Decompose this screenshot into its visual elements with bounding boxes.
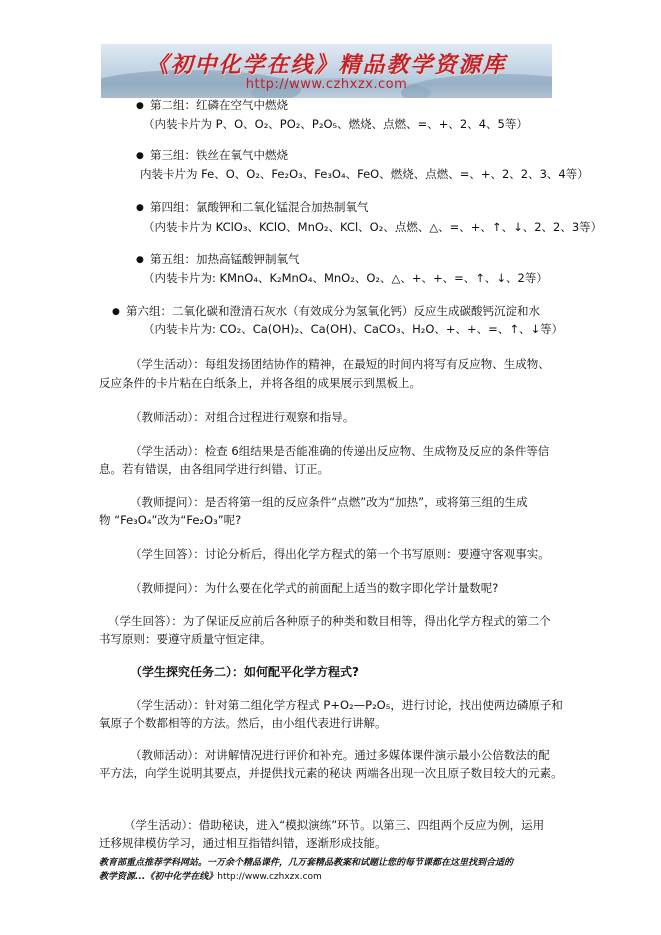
banner-url-link[interactable]: http://www.czhxzx.com	[245, 77, 408, 92]
group-2-cards: （内装卡片为 P、O、O₂、PO₂、P₂O₅、燃烧、点燃、=、+、2、4、5等）	[143, 117, 528, 131]
footer-text	[99, 857, 513, 869]
group-4-title: 第四组：氯酸钾和二氧化锰混合加热制氧气	[150, 200, 369, 214]
section-heading: （学生探究任务二）：如何配平化学方程式?	[130, 665, 359, 679]
student-answer-paragraph: 书写原则：要遵守质量守恒定律。	[99, 632, 272, 646]
teacher-question-paragraph: 物 “Fe₃O₄”改为“Fe₂O₃”呢?	[99, 513, 242, 527]
teacher-activity-paragraph: （教师活动）：对组合过程进行观察和指导。	[130, 410, 355, 424]
group-6-title: 第六组：二氧化碳和澄清石灰水（有效成分为氢氧化钙）反应生成碳酸钙沉淀和水	[126, 304, 540, 318]
teacher-question-paragraph: （教师提问）：是否将第一组的反应条件“点燃”改为“加热”，或将第三组的生成	[130, 495, 528, 509]
footer-text	[99, 871, 322, 883]
group-6-cards: （内装卡片为: CO₂、Ca(OH)₂、Ca(OH)、CaCO₃、H₂O、+、+、=、↑、↓等）	[143, 322, 564, 336]
bullet-icon: ●	[136, 203, 144, 213]
bullet-icon: ●	[136, 151, 144, 161]
group-4-cards: （内装卡片为 KClO₃、KClO、MnO₂、KCl、O₂、点燃、△、=、+、↑、↓、2、2、3等）	[143, 220, 603, 234]
student-activity-paragraph: （学生活动）：借助秘诀，进入“模拟演练”环节。以第三、四组两个反应为例，运用	[124, 818, 545, 832]
teacher-activity-paragraph: 平方法，向学生说明其要点，并提供找元素的秘诀 两端各出现一次且原子数目较大的元素。	[99, 766, 563, 780]
footer-line: 教育部重点推荐学科网站。一万余个精品课件，几万套精品教案和试题让您的每节课都在这里找到合适的	[99, 858, 514, 868]
group-3-title: 第三组：铁丝在氧气中燃烧	[150, 148, 288, 162]
footer-line: 教学资源...《初中化学在线》	[99, 872, 218, 882]
teacher-activity-paragraph: （教师活动）：对讲解情况进行评价和补充。通过多媒体课件演示最小公倍数法的配	[130, 748, 550, 762]
header-banner	[101, 44, 552, 98]
student-activity-paragraph: 反应条件的卡片粘在白纸条上，并将各组的成果展示到黑板上。	[99, 376, 421, 390]
group-3-cards: 内装卡片为 Fe、O、O₂、Fe₂O₃、Fe₃O₄、FeO、燃烧、点燃、=、+、2、2、3、4等）	[140, 167, 589, 181]
student-activity-paragraph: （学生活动）：每组发扬团结协作的精神，在最短的时间内将写有反应物、生成物、	[130, 357, 550, 371]
student-activity-paragraph: （学生活动）：检查 6组结果是否能准确的传递出反应物、生成物及反应的条件等信	[130, 444, 550, 458]
bullet-icon: ●	[112, 307, 120, 317]
student-answer-paragraph: （学生回答）：为了保证反应前后各种原子的种类和数目相等，得出化学方程式的第二个	[108, 614, 551, 628]
student-answer-paragraph: （学生回答）：讨论分析后，得出化学方程式的第一个书写原则：要遵守客观事实。	[130, 547, 550, 561]
group-5-title: 第五组：加热高锰酸钾制氧气	[150, 252, 300, 266]
student-activity-paragraph: （学生活动）：针对第二组化学方程式 P+O₂—P₂O₅，进行讨论，找出使两边磷原子和	[130, 698, 563, 712]
student-activity-paragraph: 迁移规律模仿学习，通过相互指错纠错，逐渐形成技能。	[99, 836, 387, 850]
group-2-title: 第二组：红磷在空气中燃烧	[150, 98, 288, 112]
student-activity-paragraph: 氧原子个数都相等的方法。然后，由小组代表进行讲解。	[99, 716, 387, 730]
footer-url-link[interactable]: http://www.czhxzx.com	[217, 872, 322, 882]
bullet-icon: ●	[136, 255, 144, 265]
banner-title: 《初中化学在线》精品教学资源库	[146, 52, 507, 78]
bullet-icon: ●	[136, 101, 144, 111]
student-activity-paragraph: 息。若有错误，由各组同学进行纠错、订正。	[99, 462, 329, 476]
teacher-question-paragraph: （教师提问）：为什么要在化学式的前面配上适当的数字即化学计量数呢?	[130, 581, 499, 595]
group-5-cards: （内装卡片为: KMnO₄、K₂MnO₄、MnO₂、O₂、△、+、+、=、↑、↓、2等）	[143, 271, 548, 285]
